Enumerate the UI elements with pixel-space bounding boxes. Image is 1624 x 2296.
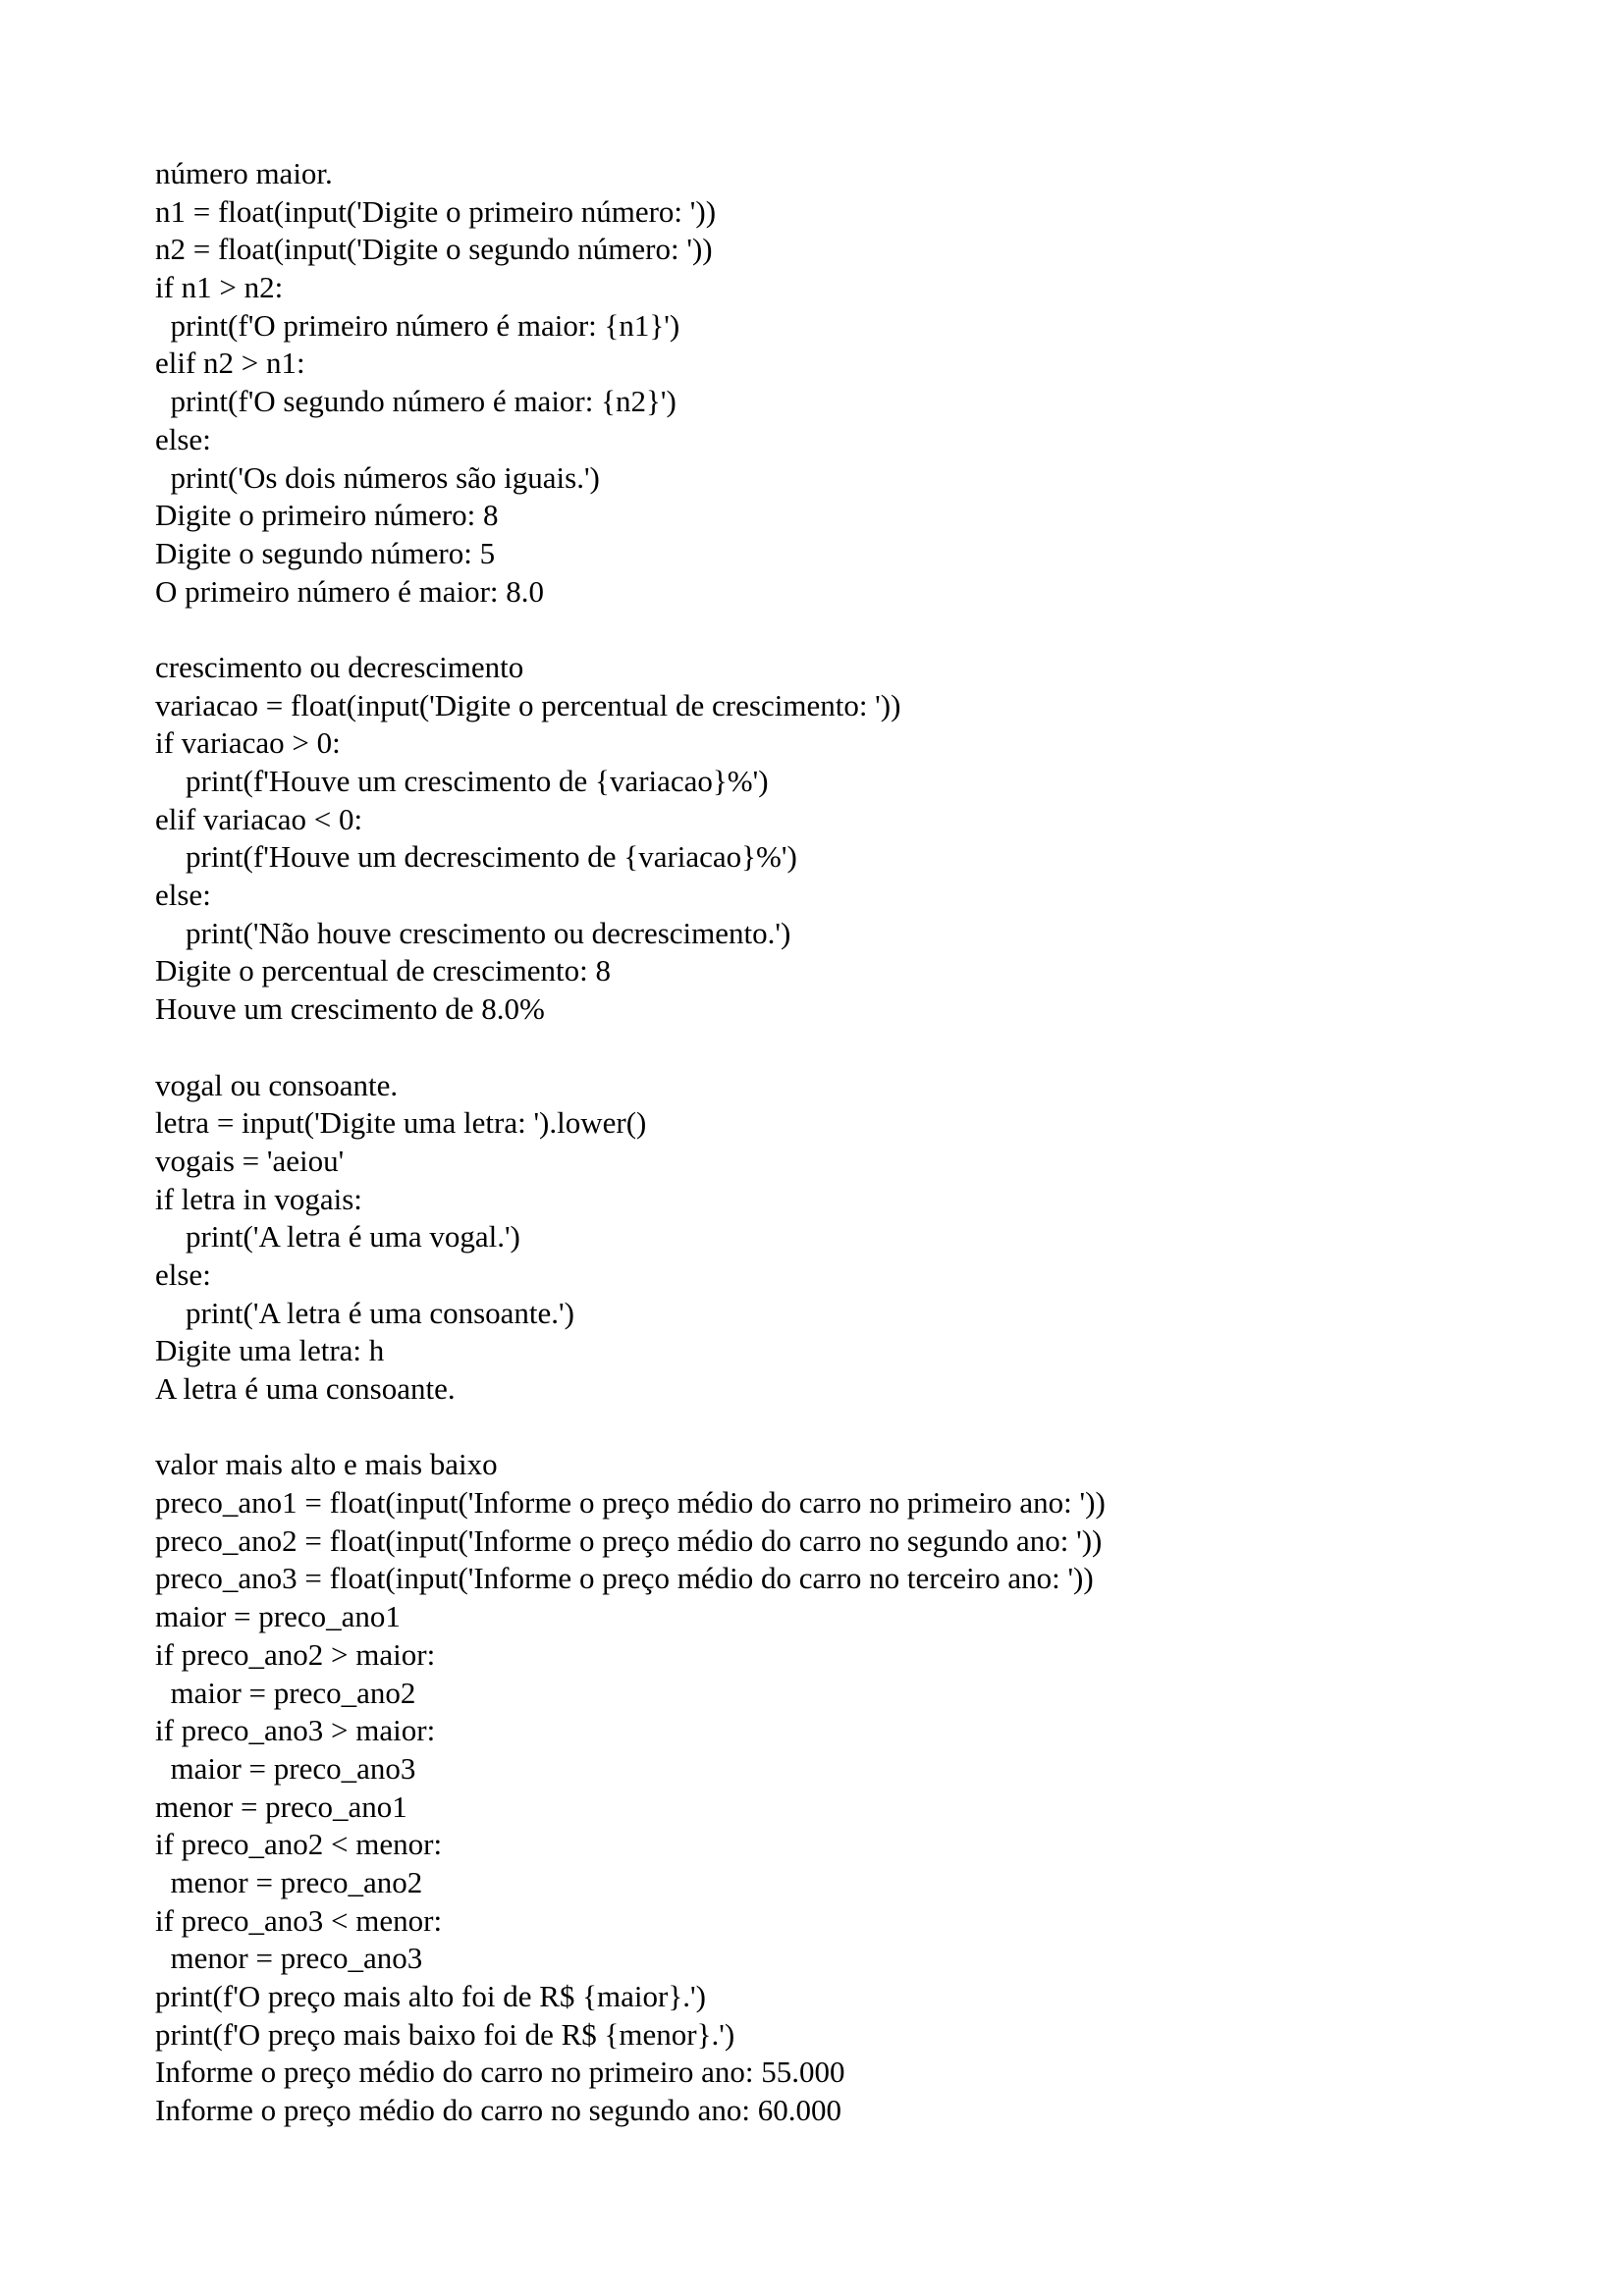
document-section: [155, 649, 1471, 1029]
text-line: print(f'Houve um decrescimento de {variacao}%'): [155, 839, 797, 875]
text-line: menor = preco_ano2: [155, 1864, 423, 1899]
text-line: print('Não houve crescimento ou decrescimento.'): [155, 915, 791, 950]
text-line: Digite o percentual de crescimento: 8: [155, 953, 611, 988]
text-line: maior = preco_ano3: [155, 1750, 416, 1786]
section-spacer: [155, 611, 1471, 649]
text-line: preco_ano2 = float(input('Informe o preço médio do carro no segundo ano: ')): [155, 1522, 1103, 1558]
document-section: [155, 1067, 1471, 1409]
text-line: print(f'Houve um crescimento de {variacao}%'): [155, 764, 769, 798]
text-line: print(f'O primeiro número é maior: {n1}'): [155, 307, 680, 343]
text-line: if preco_ano3 < menor:: [155, 1902, 443, 1938]
text-line: print('Os dois números são iguais.'): [155, 459, 600, 495]
text-line: Houve um crescimento de 8.0%: [155, 991, 545, 1027]
text-line: print(f'O preço mais alto foi de R$ {maior}.'): [155, 1979, 706, 2013]
text-line: vogais = 'aeiou': [155, 1143, 345, 1178]
text-line: maior = preco_ano2: [155, 1675, 416, 1710]
text-line: n1 = float(input('Digite o primeiro número: ')): [155, 193, 717, 229]
section-spacer: [155, 1409, 1471, 1447]
text-line: if n1 > n2:: [155, 270, 284, 305]
text-line: preco_ano3 = float(input('Informe o preço médio do carro no terceiro ano: ')): [155, 1561, 1094, 1596]
text-line: Digite uma letra: h: [155, 1333, 385, 1368]
text-line: vogal ou consoante.: [155, 1067, 399, 1102]
text-line: n2 = float(input('Digite o segundo número: ')): [155, 232, 713, 267]
text-line: elif variacao < 0:: [155, 801, 363, 836]
text-line: maior = preco_ano1: [155, 1599, 401, 1634]
text-line: valor mais alto e mais baixo: [155, 1447, 498, 1482]
text-line: print(f'O preço mais baixo foi de R$ {menor}.'): [155, 2016, 735, 2052]
text-line: else:: [155, 878, 211, 913]
text-line: Digite o primeiro número: 8: [155, 498, 499, 533]
text-line: Informe o preço médio do carro no segundo ano: 60.000: [155, 2093, 842, 2128]
text-line: if variacao > 0:: [155, 725, 341, 761]
text-line: crescimento ou decrescimento: [155, 649, 524, 684]
text-line: print('A letra é uma consoante.'): [155, 1295, 574, 1330]
document-section: [155, 155, 1471, 611]
text-line: if preco_ano2 > maior:: [155, 1636, 436, 1672]
text-line: else:: [155, 421, 211, 456]
text-line: menor = preco_ano3: [155, 1941, 423, 1976]
text-line: A letra é uma consoante.: [155, 1371, 456, 1406]
text-line: print('A letra é uma vogal.'): [155, 1219, 520, 1255]
text-line: letra = input('Digite uma letra: ').lower(): [155, 1105, 647, 1141]
text-line: elif n2 > n1:: [155, 346, 305, 381]
text-line: if preco_ano3 > maior:: [155, 1713, 436, 1748]
document-section: [155, 1446, 1471, 2129]
text-line: else:: [155, 1256, 211, 1292]
text-line: print(f'O segundo número é maior: {n2}'): [155, 384, 677, 419]
text-line: número maior.: [155, 156, 333, 190]
text-line: menor = preco_ano1: [155, 1789, 407, 1824]
section-spacer: [155, 1029, 1471, 1067]
text-line: Digite o segundo número: 5: [155, 535, 496, 570]
text-line: preco_ano1 = float(input('Informe o preço médio do carro no primeiro ano: ')): [155, 1485, 1106, 1521]
text-line: if preco_ano2 < menor:: [155, 1827, 443, 1862]
text-line: O primeiro número é maior: 8.0: [155, 573, 545, 609]
text-line: if letra in vogais:: [155, 1181, 362, 1216]
document-body: [155, 155, 1471, 2130]
text-line: variacao = float(input('Digite o percentual de crescimento: ')): [155, 687, 901, 722]
text-line: Informe o preço médio do carro no primeiro ano: 55.000: [155, 2055, 845, 2090]
